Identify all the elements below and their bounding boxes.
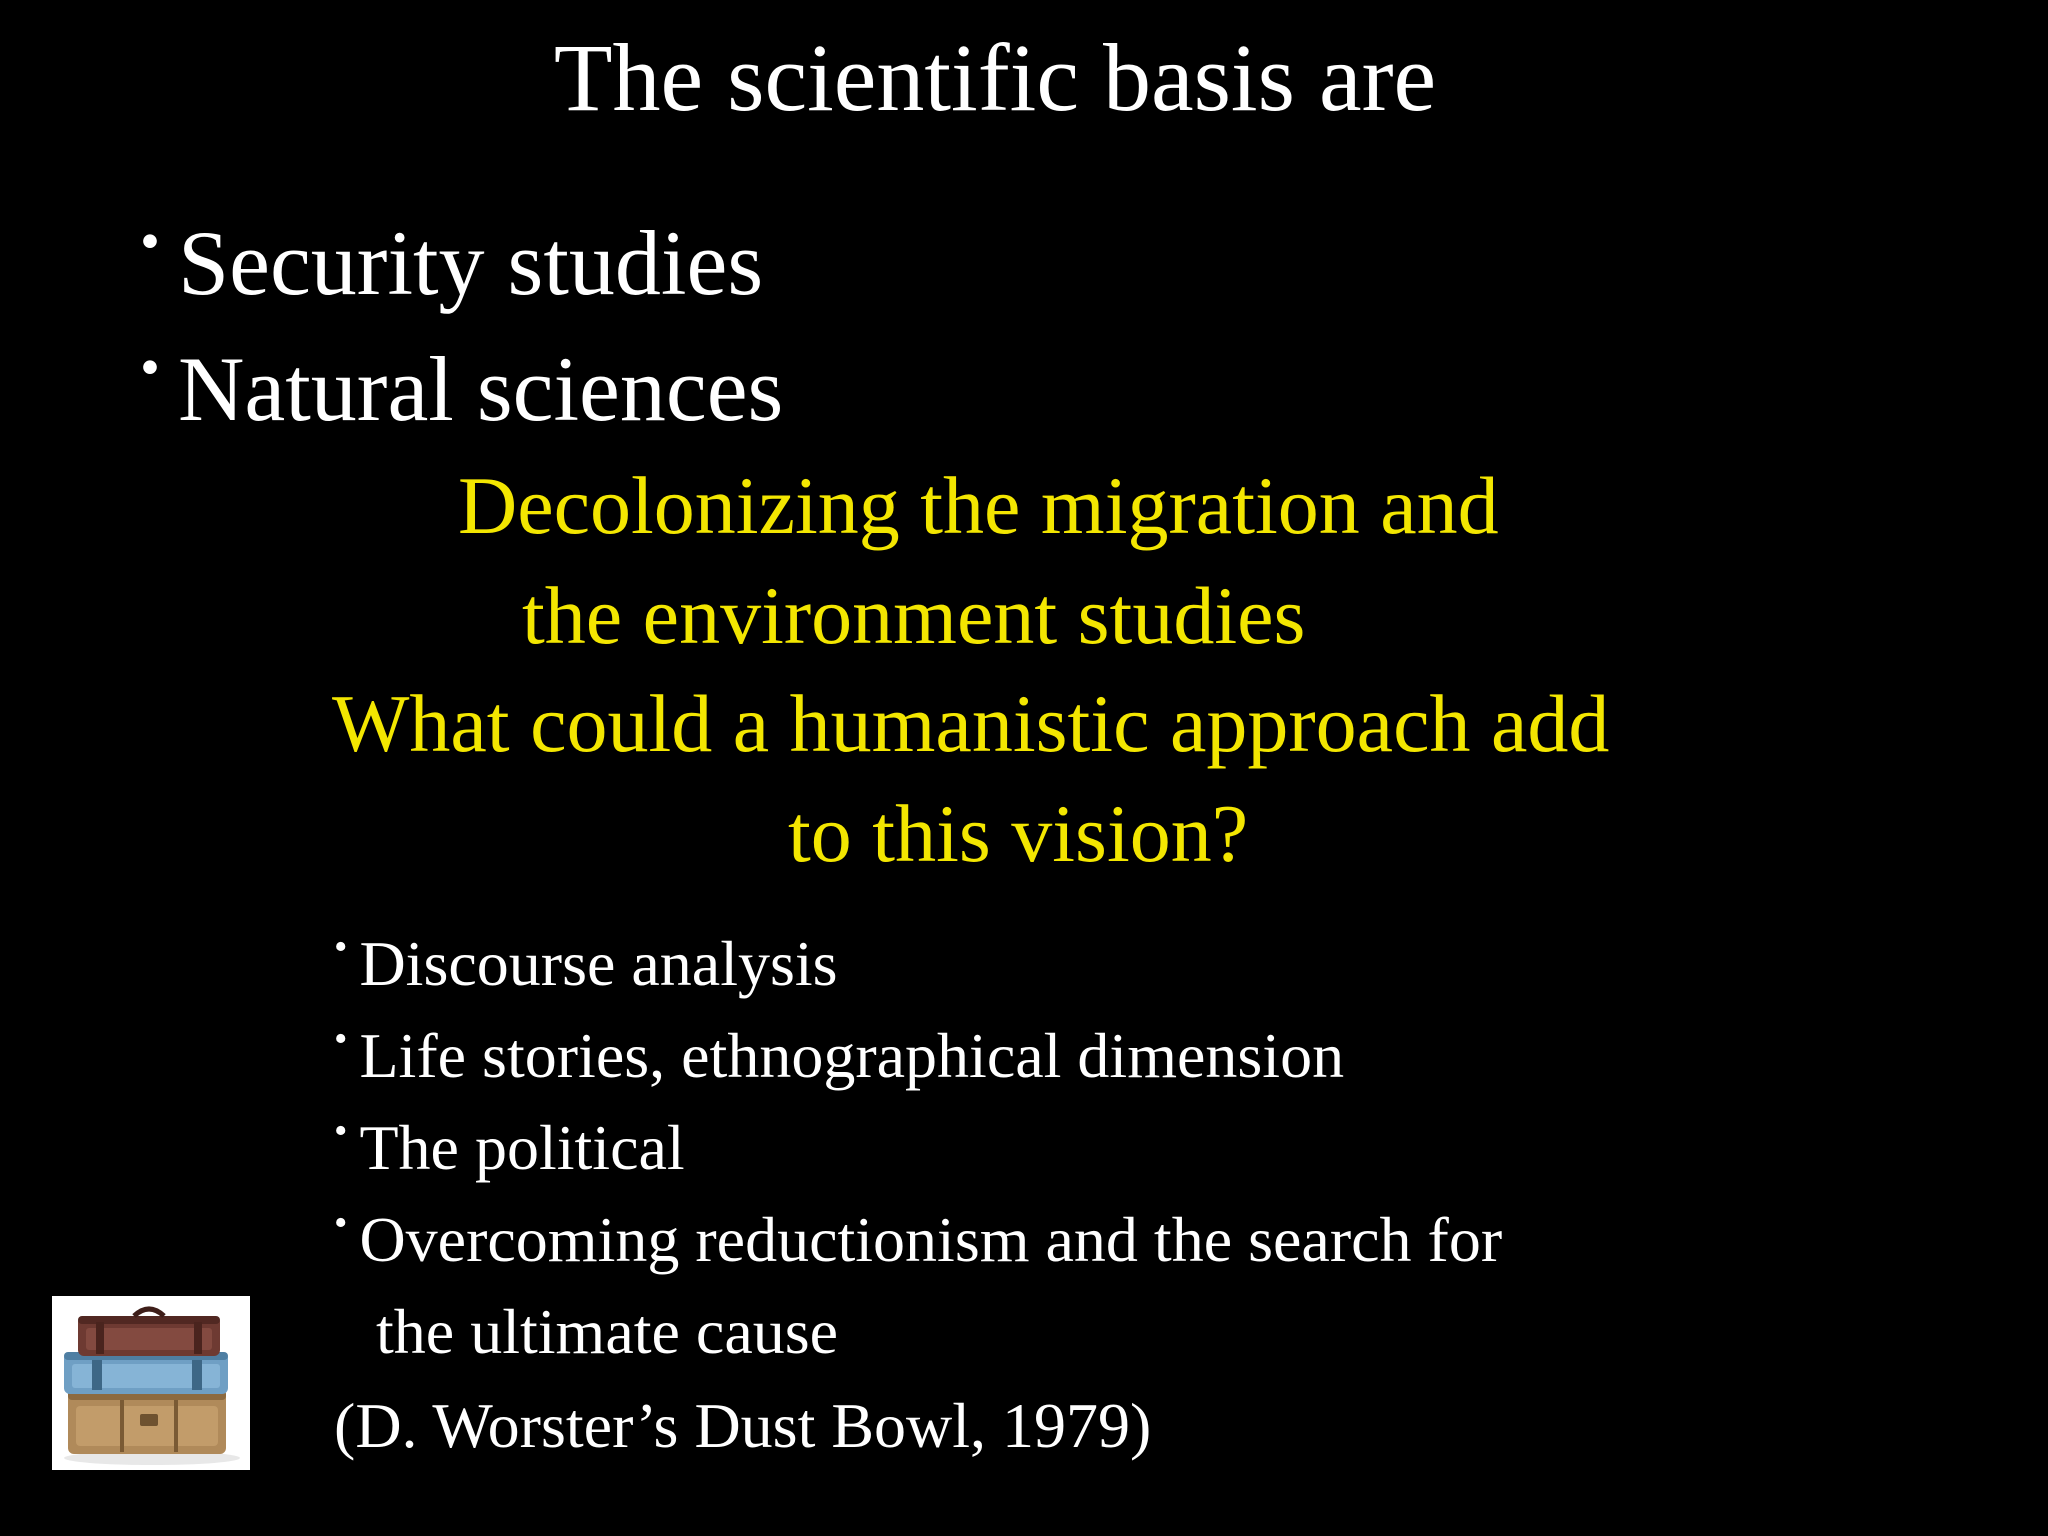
main-bullet-item: [140, 200, 783, 326]
bullet-icon: •: [140, 210, 160, 273]
main-bullet-list: [140, 200, 783, 452]
sub-bullet-item: [334, 1194, 1502, 1378]
suitcases-image: [52, 1296, 250, 1470]
sub-bullet-text: Discourse analysis: [359, 928, 838, 999]
sub-bullet-list: [334, 918, 1502, 1378]
highlight-line: Decolonizing the migration and: [458, 460, 1499, 551]
slide-title: The scientific basis are: [553, 24, 1437, 131]
bullet-icon: •: [334, 1018, 348, 1060]
sub-bullet-item: [334, 918, 1502, 1010]
sub-bullet-item: [334, 1010, 1502, 1102]
sub-bullet-text: Life stories, ethnographical dimension: [359, 1020, 1345, 1091]
sub-bullet-continuation: the ultimate cause: [376, 1296, 839, 1367]
bullet-icon: •: [140, 336, 160, 399]
bullet-icon: •: [334, 1202, 348, 1244]
highlight-question: What could a humanistic approach add: [332, 678, 1610, 769]
citation: (D. Worster’s Dust Bowl, 1979): [334, 1390, 1152, 1461]
sub-bullet-item: [334, 1102, 1502, 1194]
main-bullet-item: [140, 326, 783, 452]
sub-bullet-text: Overcoming reductionism and the search for: [359, 1204, 1503, 1275]
main-bullet-text: Natural sciences: [177, 338, 784, 440]
highlight-line: the environment studies: [522, 570, 1306, 661]
highlight-question: to this vision?: [788, 788, 1249, 879]
main-bullet-text: Security studies: [177, 212, 764, 314]
suitcases-icon: [52, 1296, 250, 1470]
sub-bullet-text: The political: [359, 1112, 685, 1183]
bullet-icon: •: [334, 1110, 348, 1152]
bullet-icon: •: [334, 926, 348, 968]
